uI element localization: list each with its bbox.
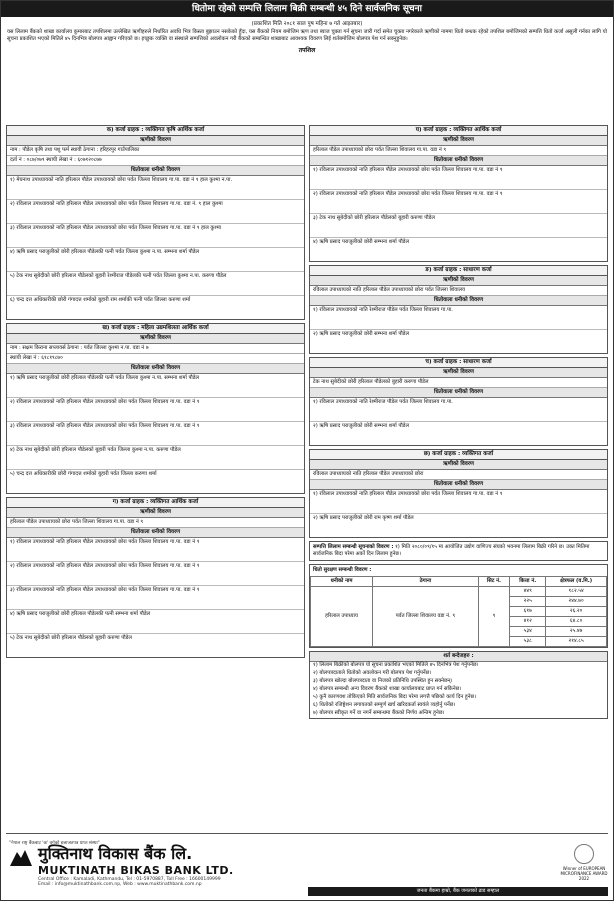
borrower-extra: दर्ता नं : ०८७/०७९ स्थायी लेखा नं : ६०७१२०८७७: [7, 156, 304, 166]
guarantor-item: ३) रविलाल उपाध्यायको नाति हरिलाल पौडेल उपाध्यायको छोरा पर्वत जिल्ला शिवालय गा.पा. वडा नं ९ हाल कुश्मा: [7, 224, 304, 248]
guarantor-item: १) रविलाल उपाध्यायको नाति रेश्मीराज पौडेल पर्वत जिल्ला शिवालय गा.पा.: [310, 306, 607, 330]
borrower-details: नाम : सक्षम किराना सप्लायर्स ठेगाना : पर्वत जिल्ला कुश्मा न.पा. वडा नं ७: [7, 344, 304, 354]
guarantor-item: १) रविलाल उपाध्यायको नाति हरिलाल पौडेल उपाध्यायको छोरा पर्वत जिल्ला शिवालय गा.पा. वडा नं ९: [7, 538, 304, 562]
loan-section: [6, 323, 305, 494]
bank-contact: Central Office : Kamaladi, Kathmandu, Tel : 01-5970887, Toll Free : 16600149999: [38, 877, 221, 882]
borrower-details: हरिलाल पौडेल उपाध्यायको छोरा पर्वत जिल्ला शिवालय गा.पा. वडा नं ९: [7, 518, 304, 528]
guarantor-item: ६) चन्द्र दत्त अधिकारीकी छोरी गंगादत्त शर्माको बुहारी राम शर्माकी पत्नी पर्वत जिल्ला करुणा शर्मा: [10, 297, 191, 303]
guarantor-item: २) रविलाल उपाध्यायको नाति हरिलाल पौडेल उपाध्यायको छोरा पर्वत जिल्ला शिवालय गा.पा. वडा नं. ९ हाल कुश्मा: [7, 200, 304, 224]
guarantor-label: धितोवाला धनीको विवरण: [310, 480, 607, 490]
loan-section-heading: छ) कर्जा ग्राहक : व्यक्तिगत कर्जा: [310, 450, 607, 460]
auction-notice-text: १) मिति २०८०/०९/१५ मा आयोजित उद्योग वाणिज्य संघको भवनमा लिलाम बिक्री गरिने छ। उक्त मितिमा सार्वजनिक बिदा परेमा अर्को दिन लिलाम हुनेछ।: [313, 544, 590, 557]
tapashil-label: तपशिल: [298, 46, 316, 54]
kitta-cell: २२५: [510, 597, 546, 607]
loan-section-heading: ख) कर्जा ग्राहक : महिला उद्यमशिलता आर्थिक कर्जा: [7, 324, 304, 334]
guarantor-item: २) ऋषि प्रसाद पराजुलीको छोरी राम कृष्ण शर्मा पौडेल: [313, 515, 414, 521]
guarantor-item: २) रविलाल उपाध्यायको नाति हरिलाल पौडेल उपाध्यायको छोरा पर्वत जिल्ला शिवालय गा.पा. वडा नं ९: [7, 398, 304, 422]
borrower-label: ऋणीको विवरण: [7, 334, 304, 344]
guarantor-label: धितोवाला धनीको विवरण: [7, 166, 304, 176]
guarantor-item: १) रविलाल उपाध्यायको नाति हरिलाल पौडेल उपाध्यायको छोरा पर्वत जिल्ला शिवालय गा.पा. वडा नं ९: [310, 490, 607, 514]
guarantor-item: ४) ऋषि प्रसाद पराजुलीको छोरी सम्भना शर्मा पौडेल: [313, 239, 409, 245]
term-item: ५) कुनै कारणवश तोकिएको मिति सार्वजनिक बिदा परेमा लगत्तै पछिको कार्य दिन हुनेछ।: [313, 694, 477, 700]
loan-section-heading: क) कर्जा ग्राहक : व्यक्तिगत कृषि आर्थिक कर्जा: [7, 126, 304, 136]
property-table-body: [311, 587, 607, 647]
borrower-label: ऋणीको विवरण: [310, 276, 607, 286]
guarantor-item: २) रविलाल उपाध्यायको नाति हरिलाल पौडेल उपाध्यायको छोरा पर्वत जिल्ला शिवालय गा.पा. वडा नं ९: [7, 562, 304, 586]
owner-cell: हरिलाल उपाध्याय: [311, 587, 373, 647]
guarantor-item: १) मेघनाथ उपाध्यायको नाति हरिलाल पौडेल उपाध्यायको छोरा पर्वत जिल्ला शिवालय गा.पा. वडा नं ९ हाल कुश्मा न.पा.: [7, 176, 304, 200]
property-table: [310, 576, 607, 647]
area-cell: २६.२०: [546, 607, 607, 617]
guarantor-label: धितोवाला धनीको विवरण: [310, 296, 607, 306]
notice-title: धितोमा रहेको सम्पत्ति लिलाम बिक्री सम्बन्धी ४५ दिने सार्वजनिक सूचना: [1, 1, 613, 17]
loan-section: [309, 265, 608, 354]
property-table-head: [311, 577, 607, 587]
footer-slogan: "नेपाल राष्ट्र बैंकबाट 'क' वर्गको इजाजतपत्र प्राप्त संस्था": [9, 841, 100, 846]
address-cell: पर्वत जिल्ला शिवालय वडा नं. ९: [373, 587, 479, 647]
area-cell: २४४.७०: [546, 597, 607, 607]
right-sections: [309, 125, 608, 538]
award-badge: [560, 834, 608, 881]
borrower-label: ऋणीको विवरण: [7, 508, 304, 518]
guarantor-label: धितोवाला धनीको विवरण: [310, 156, 607, 166]
guarantor-item: १) रविलाल उपाध्यायको नाति हरिलाल पौडेल उपाध्यायको छोरा पर्वत जिल्ला शिवालय गा.पा. वडा नं ९: [310, 166, 607, 190]
borrower-details: रविलाल उपाध्यायको नाति हरिलाल पौडेल उपाध्यायको छोरा: [310, 470, 607, 480]
loan-section: [6, 497, 305, 658]
terms-list: [310, 662, 607, 717]
guarantor-item: ५) चन्द्र दत्त अधिकारीकी छोरी गंगादत्त शर्माको बुहारी पर्वत जिल्ला करुणा शर्मा: [10, 471, 157, 477]
term-item: ४) बोलपत्र सम्बन्धी अन्य विवरण बैंकको शाखा कार्यालयबाट प्राप्त गर्न सकिनेछ।: [313, 686, 462, 692]
term-item: १) लिलाम बिक्रीको बोलपत्र यो सूचना प्रकाशित भएको मितिले ४५ दिनभित्र पेश गर्नुपर्नेछ।: [313, 662, 479, 668]
terms-title: शर्त बन्देजहरु :: [310, 652, 607, 662]
bank-logo-icon: [8, 844, 34, 870]
property-column-header: ठेगाना: [373, 577, 479, 587]
bank-name-nepali: मुक्तिनाथ विकास बैंक लि.: [38, 844, 193, 863]
notice-subtitle: (प्रकाशित मिति २०८१ साल पुष महिना ७ गते आइतबार): [251, 21, 363, 27]
borrower-label: ऋणीको विवरण: [310, 460, 607, 470]
notice-columns: [6, 125, 608, 828]
loan-section: [309, 125, 608, 262]
auction-notice-title: सम्पत्ति लिलाम सम्बन्धी सूचनाको विवरण :: [313, 544, 394, 550]
area-cell: २१४.८५: [546, 637, 607, 647]
loan-section-heading: च) कर्जा ग्राहक : साधारण कर्जा: [310, 358, 607, 368]
loan-section: [309, 449, 608, 538]
borrower-label: ऋणीको विवरण: [310, 136, 607, 146]
table-row: [311, 587, 607, 597]
property-title: धितो सुरक्षण सम्बन्धी विवरण :: [313, 567, 372, 573]
property-column-header: सिट नं.: [478, 577, 509, 587]
borrower-details: हरिलाल पौडेल उपाध्यायको छोरा पर्वत जिल्ला शिवालय गा.पा. वडा नं ९: [310, 146, 607, 156]
guarantor-item: १) ऋषि प्रसाद पराजुलीको छोरी हरिलाल पौडेलकी पत्नी पर्वत जिल्ला कुश्मा न.पा. सम्भना शर्मा पौडेल: [7, 374, 304, 398]
left-column: [6, 125, 305, 828]
borrower-details: नाम : पौडेल कृषि तथा पशु फर्म स्थायी ठेगाना : हरिहरपुर गाउँपालिका: [7, 146, 304, 156]
borrower-extra: स्थायी लेखा नं : ६१८१९८७०: [7, 354, 304, 364]
loan-section-heading: ङ) कर्जा ग्राहक : साधारण कर्जा: [310, 266, 607, 276]
loan-section-heading: ग) कर्जा ग्राहक : व्यक्तिगत आर्थिक कर्जा: [7, 498, 304, 508]
term-item: २) बोलपत्रदाताले धितोको अवलोकन गरी बोलपत्र पेश गर्नुपर्नेछ।: [313, 670, 432, 676]
guarantor-item: ५) टेक नाथ सुबेदीको छोरी हरिलाल पौडेलको बुहारी करुणा पौडेल: [10, 635, 132, 641]
area-cell: ६४.८०: [546, 617, 607, 627]
bank-email: Email : info@muktinathbank.com.np, Web : www.muktinathbank.com.np: [38, 882, 202, 887]
auction-notice: [309, 541, 608, 561]
term-item: ३) बोलपत्र खोल्दा बोलपत्रदाता वा निजको प्रतिनिधि उपस्थित हुन सक्नेछन्।: [313, 678, 453, 684]
property-column-header: क्षेत्रफल (व.मि.): [546, 577, 607, 587]
borrower-label: ऋणीको विवरण: [310, 368, 607, 378]
property-section: [309, 564, 608, 648]
guarantor-item: ४) ऋषि प्रसाद पराजुलीको छोरी हरिलाल पौडेलकी पत्नी सम्भना शर्मा पौडेल: [7, 610, 304, 634]
bank-name-english: MUKTINATH BIKAS BANK LTD.: [38, 864, 234, 877]
area-cell: २५.४७: [546, 627, 607, 637]
guarantor-label: धितोवाला धनीको विवरण: [7, 528, 304, 538]
kitta-cell: ५३८: [510, 637, 546, 647]
guarantor-item: ३) रविलाल उपाध्यायको नाति हरिलाल पौडेल उपाध्यायको छोरा पर्वत जिल्ला शिवालय गा.पा. वडा नं ९: [7, 586, 304, 610]
borrower-details: रविलाल उपाध्यायको नाति हरिलाल पौडेल उपाध्यायको छोरा पर्वत जिल्ला शिवालय: [310, 286, 607, 296]
terms-section: [309, 651, 608, 719]
kitta-cell: ६१७: [510, 607, 546, 617]
guarantor-item: ५) टेक नाथ सुबेदीको छोरी हरिलाल पौडेलको बुहारी रेश्मीराज पौडेलकी पत्नी पर्वत जिल्ला कुश्मा न.पा. करुणा पौडेल: [7, 272, 304, 296]
award-text: Winner of EUROPEAN MICROFINANCE AWARD 2022: [560, 866, 608, 881]
loan-section: [6, 125, 305, 320]
property-column-header: कित्ता नं.: [510, 577, 546, 587]
property-column-header: धनीको नाम: [311, 577, 373, 587]
guarantor-label: धितोवाला धनीको विवरण: [7, 364, 304, 374]
borrower-label: ऋणीको विवरण: [7, 136, 304, 146]
guarantor-item: ४) टेक नाथ सुबेदीको छोरी हरिलाल पौडेलको बुहारी पर्वत जिल्ला कुश्मा न.पा. करुणा पौडेल: [7, 446, 304, 470]
loan-section-heading: घ) कर्जा ग्राहक : व्यक्तिगत आर्थिक कर्जा: [310, 126, 607, 136]
area-cell: १८२.५४: [546, 587, 607, 597]
kitta-cell: ५३४: [510, 627, 546, 637]
kitta-cell: ४४९: [510, 587, 546, 597]
guarantor-item: ३) रविलाल उपाध्यायको नाति हरिलाल पौडेल उपाध्यायको छोरा पर्वत जिल्ला शिवालय गा.पा. वडा नं ९: [7, 422, 304, 446]
footer-tagline: जनता बैंकमा हाम्रो, बैंक जनताको ढाड सम्हाल: [308, 887, 608, 896]
borrower-details: टेक नाथ सुबेदीको छोरी हरिलाल पौडेलको बुहारी करुणा पौडेल: [310, 378, 607, 388]
term-item: ६) धितोको रजिष्ट्रेशन लगायतको सम्पूर्ण खर्च खरिदकर्ता स्वयंले व्यहोर्नु पर्नेछ।: [313, 702, 456, 708]
guarantor-item: २) रविलाल उपाध्यायको नाति हरिलाल पौडेल उपाध्यायको छोरा पर्वत जिल्ला शिवालय गा.पा. वडा नं ९: [310, 190, 607, 214]
award-seal-icon: [574, 844, 594, 864]
guarantor-item: ३) टेक नाथ सुबेदीको छोरी हरिलाल पौडेलको बुहारी करुणा पौडेल: [310, 214, 607, 238]
guarantor-item: १) रविलाल उपाध्यायको नाति रेश्मीराज पौडेल पर्वत जिल्ला शिवालय गा.पा.: [310, 398, 607, 422]
guarantor-item: ४) ऋषि प्रसाद पराजुलीको छोरी हरिलाल पौडेलकी पत्नी पर्वत जिल्ला कुश्मा न.पा. सम्भना शर्मा पौडेल: [7, 248, 304, 272]
guarantor-item: २) ऋषि प्रसाद पराजुलीको छोरी सम्भना शर्मा पौडेल: [313, 331, 409, 337]
kitta-cell: ४१२: [510, 617, 546, 627]
sheet-cell: ९: [478, 587, 509, 647]
guarantor-item: २) ऋषि प्रसाद पराजुलीको छोरी सम्भना शर्मा पौडेल: [313, 423, 409, 429]
loan-section: [309, 357, 608, 446]
notice-intro: यस लिलाम बैंकको शाखा कार्यालय कुमारबाट तपशिलमा उल्लेखित ऋणीहरुले निर्धारित अवधि भित्र किस्ता बुझाउन नसकेको हुँदा, यस बैंकको नियम बमोजिम ऋण तथा ब्याज चुक्ता गर्न सूचना जारी गर्दा समेत चुक्ता नगरेकाले ऋणीको नाममा धितो बन्धक रहेको तपशिल बमोजिमको सम्पत्ति धितो कर्जा असुली गर्नका लागि यो सूचना प्रकाशित भएको मितिले ४५ दिनभित्र बोलपत्र आह्वान गरिएको छ। इच्छुक व्यक्ति वा संस्थाले सम्पत्तिको अवलोकन गरी बैंकको सम्बन्धित शाखाबाट आवश्यक विवरण लिई शर्तबमोजिम बोलपत्र पेश गर्न सक्नुहुनेछ।: [7, 29, 607, 43]
term-item: ७) बोलपत्र स्वीकृत गर्ने वा नगर्ने सम्बन्धमा बैंकको निर्णय अन्तिम हुनेछ।: [313, 710, 445, 716]
guarantor-label: धितोवाला धनीको विवरण: [310, 388, 607, 398]
right-column: [309, 125, 608, 828]
